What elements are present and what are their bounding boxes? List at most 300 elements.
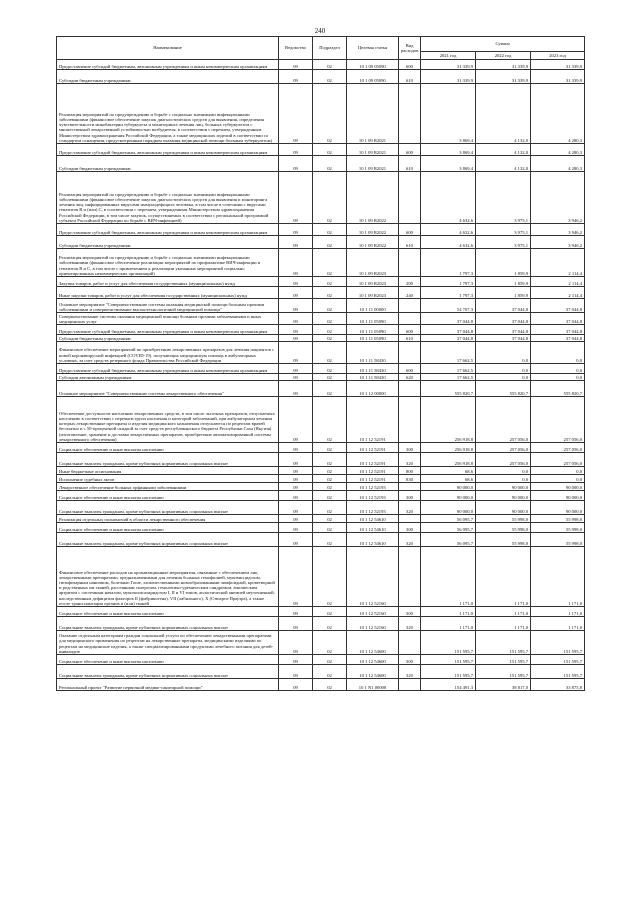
row-ministry: 09 [279,299,313,313]
row-sum-2022: 257 056,0 [476,397,531,443]
row-ministry: 09 [279,277,313,287]
row-ministry: 09 [279,374,313,381]
row-target-article: 10 1 11 00000 [347,299,399,313]
table-row [57,533,585,547]
row-sum-2021: 56 095,7 [421,533,476,547]
row-target-article: 10 1 09 R2023 [347,277,399,287]
row-sum-2023: 90 000,0 [531,491,585,501]
row-sum-2023: 55 998,0 [531,533,585,547]
row-ministry: 09 [279,679,313,691]
row-target-article: 10 1 11 05090 [347,335,399,342]
row-expense-type [399,381,421,397]
row-sum-2022: 90 000,0 [476,491,531,501]
row-sum-2023: 257 056,0 [531,397,585,443]
row-sum-2022: 151 595,7 [476,631,531,655]
row-sum-2022: 55 998,0 [476,515,531,523]
row-subsection: 02 [313,483,347,491]
row-ministry: 09 [279,665,313,679]
budget-table [56,36,585,691]
row-expense-type: 240 [399,287,421,299]
row-name: Субсидии бюджетным учреждениям [57,236,279,249]
table-row [57,172,585,224]
row-expense-type: 200 [399,277,421,287]
table-row [57,617,585,631]
row-expense-type: 600 [399,224,421,236]
row-sum-2021: 1 171,0 [421,547,476,607]
row-name: Финансовое обеспечение расходов на организационные мероприятия, связанные с обеспечением лиц лекарственными препаратами, предназначенными для лечения больных гемофилией, муковисцидозом, гипофизарным нанизмом, болезнью Гоше, злокачественными новообразованиями лимфоидной, кроветворной и родственных им тканей, рассеянным склерозом, гемолитико-уремическим синдромом, юношеским артритом с системным началом, мукополисахаридозом I, II и VI типов, апластической анемией неуточненной, наследственным дефицитом факторов II (фибриногена), VII (лабильного), X (Стюарта-Прауэра), а также после трансплантации органов и (или) тканей [57,547,279,607]
table-row [57,475,585,483]
row-expense-type [399,483,421,491]
row-sum-2022: 0,0 [476,374,531,381]
row-target-article: 10 1 12 52193 [347,501,399,515]
row-expense-type: 320 [399,533,421,547]
row-sum-2021: 4 632,6 [421,224,476,236]
row-sum-2023: 0,0 [531,374,585,381]
row-sum-2021: 256 918,8 [421,397,476,443]
row-name: Субсидии бюджетным учреждениям [57,335,279,342]
row-sum-2023: 1 171,0 [531,607,585,617]
row-target-article: 10 1 12 52160 [347,617,399,631]
row-name: Иные закупки товаров, работ и услуг для обеспечения государственных (муниципальных) нужд [57,287,279,299]
row-name: Реализация мероприятий по предупреждению и борьбе с социально значимыми инфекционными заболеваниями (финансовое обеспечение реализации мероприятий по профилактике ВИЧ-инфекции и гепатитов В и С, в том числе с привлечением к реализации указанных мероприятий социально ориентированных некоммерческих организаций) [57,249,279,277]
row-sum-2023: 151 595,7 [531,655,585,665]
row-sum-2022: 90 000,0 [476,501,531,515]
row-subsection: 02 [313,156,347,172]
row-subsection: 02 [313,60,347,70]
row-sum-2022: 257 056,0 [476,453,531,467]
row-subsection: 02 [313,665,347,679]
row-name: Реализация мероприятий по предупреждению и борьбе с социально значимыми инфекционными заболеваниями (финансовое обеспечение закупок диагностических средств для выявления, определения чувствительности микобактерии туберкулеза и мониторинга лечения лиц, больных туберкулезом с множественной лекарственной устойчивостью возбудителя, в соответствии с перечнем, утвержденным Министерством здравоохранения Российской Федерации, а также медицинских изделий в соответствии со стандартом оснащения, предусмотренным порядком оказания медицинской помощи больным туберкулезом) [57,84,279,144]
header-name: Наименование [57,37,279,60]
row-sum-2021: 151 595,7 [421,655,476,665]
row-name: Предоставление субсидий бюджетным, автономным учреждениям и иным некоммерческим организациям [57,144,279,156]
row-target-article: 10 1 09 R2023 [347,249,399,277]
row-target-article: 10 1 09 R2022 [347,224,399,236]
row-sum-2022: 31 339,9 [476,60,531,70]
row-name: Социальные выплаты гражданам, кроме публичных нормативных социальных выплат [57,453,279,467]
row-subsection: 02 [313,547,347,607]
row-subsection: 02 [313,299,347,313]
row-subsection: 02 [313,325,347,335]
row-target-article: 10 1 11 58430 [347,342,399,364]
row-sum-2021: 555 820,7 [421,381,476,397]
row-sum-2022: 257 056,0 [476,443,531,453]
row-subsection: 02 [313,364,347,374]
table-row [57,144,585,156]
table-row [57,60,585,70]
row-subsection: 02 [313,144,347,156]
row-sum-2021: 3 869,4 [421,84,476,144]
table-row [57,397,585,443]
row-expense-type: 300 [399,443,421,453]
row-subsection: 02 [313,224,347,236]
table-row [57,467,585,475]
row-subsection: 02 [313,249,347,277]
row-ministry: 09 [279,84,313,144]
row-ministry: 09 [279,631,313,655]
row-subsection: 02 [313,381,347,397]
row-sum-2021: 154 491,3 [421,679,476,691]
row-expense-type [399,299,421,313]
row-subsection: 02 [313,342,347,364]
row-ministry: 09 [279,60,313,70]
row-name: Финансовое обеспечение мероприятий по приобретению лекарственных препаратов для лечения пациентов с новой коронавирусной инфекцией (COVID-19), получающих медицинскую помощь в амбулаторных условиях, за счет средств резервного фонда Правительства Российской Федерации [57,342,279,364]
row-sum-2021: 56 095,7 [421,523,476,533]
row-name: Социальное обеспечение и иные выплаты населению [57,491,279,501]
row-name: Предоставление субсидий бюджетным, автономным учреждениям и иным некоммерческим организациям [57,60,279,70]
row-sum-2023: 37 044,8 [531,335,585,342]
row-sum-2023: 90 000,0 [531,483,585,491]
row-sum-2023: 0,0 [531,364,585,374]
row-sum-2021: 1 171,0 [421,617,476,631]
row-sum-2021: 1 171,0 [421,607,476,617]
row-ministry: 09 [279,467,313,475]
table-row [57,224,585,236]
row-name: Социальное обеспечение и иные выплаты населению [57,523,279,533]
row-target-article: 10 1 12 54600 [347,631,399,655]
row-target-article: 10 1 12 52160 [347,607,399,617]
table-body [57,60,585,691]
row-ministry: 09 [279,523,313,533]
table-row [57,342,585,364]
row-subsection: 02 [313,679,347,691]
table-row [57,277,585,287]
row-expense-type: 600 [399,144,421,156]
row-target-article: 10 1 09 R2021 [347,156,399,172]
page-number: 240 [314,27,326,35]
row-subsection: 02 [313,287,347,299]
row-sum-2021: 17 662,5 [421,374,476,381]
row-ministry: 09 [279,515,313,523]
row-ministry: 09 [279,70,313,84]
row-sum-2022: 1 171,0 [476,607,531,617]
table-row [57,84,585,144]
row-target-article: 10 1 12 52191 [347,467,399,475]
row-expense-type [399,172,421,224]
row-expense-type [399,342,421,364]
row-expense-type [399,249,421,277]
row-name: Социальные выплаты гражданам, кроме публичных нормативных социальных выплат [57,665,279,679]
row-sum-2021: 1 797,3 [421,249,476,277]
row-subsection: 02 [313,501,347,515]
row-sum-2022: 1 859,9 [476,287,531,299]
row-name: Реализация отдельных полномочий в области лекарственного обеспечения [57,515,279,523]
row-sum-2022: 0,0 [476,342,531,364]
row-ministry: 09 [279,475,313,483]
row-target-article: 10 1 12 52191 [347,475,399,483]
row-expense-type: 600 [399,60,421,70]
row-name: Основное мероприятие "Совершенствование системы лекарственного обеспечения" [57,381,279,397]
row-target-article: 10 1 11 58430 [347,374,399,381]
row-sum-2021: 31 339,9 [421,70,476,84]
row-ministry: 09 [279,617,313,631]
table-row [57,364,585,374]
row-sum-2023: 0,0 [531,342,585,364]
row-sum-2022: 37 044,8 [476,335,531,342]
table-row [57,501,585,515]
row-expense-type: 830 [399,475,421,483]
row-subsection: 02 [313,397,347,443]
row-target-article: 10 1 11 58430 [347,364,399,374]
table-row [57,483,585,491]
row-subsection: 02 [313,617,347,631]
row-target-article: 10 1 12 52160 [347,547,399,607]
row-sum-2022: 1 859,9 [476,249,531,277]
row-ministry: 09 [279,172,313,224]
row-target-article: 10 1 12 52193 [347,483,399,491]
table-row [57,325,585,335]
table-row [57,299,585,313]
row-sum-2023: 4 280,3 [531,84,585,144]
row-expense-type: 610 [399,156,421,172]
row-name: Реализация мероприятий по предупреждению и борьбе с социально значимыми инфекционными заболеваниями (финансовое обеспечение закупок диагностических средств для выявления и мониторинга лечения лиц, инфицированных вирусами иммунодефицита человека, в том числе в сочетании с вирусами гепатитов В и (или) С, в соответствии с перечнем, утвержденным Министерством здравоохранения Российской Федерации, в том числе закупок, осуществляемых в соответствии с региональной программой субъекта Российской Федерации по борьбе с ВИЧ-инфекцией) [57,172,279,224]
row-sum-2021: 17 662,5 [421,364,476,374]
row-sum-2023: 2 114,4 [531,277,585,287]
table-row [57,443,585,453]
table-row [57,287,585,299]
row-ministry: 09 [279,381,313,397]
row-subsection: 02 [313,523,347,533]
table-row [57,547,585,607]
row-target-article: 10 1 N1 00000 [347,679,399,691]
row-sum-2023: 55 998,0 [531,523,585,533]
row-expense-type [399,397,421,443]
row-sum-2023: 3 946,2 [531,236,585,249]
row-target-article: 10 1 09 R2021 [347,84,399,144]
row-sum-2021: 90 000,0 [421,491,476,501]
row-sum-2021: 37 044,8 [421,335,476,342]
row-sum-2023: 2 114,4 [531,249,585,277]
row-sum-2021: 54 707,3 [421,299,476,313]
row-name: Предоставление субсидий бюджетным, автономным учреждениям и иным некоммерческим организациям [57,325,279,335]
row-ministry: 09 [279,325,313,335]
row-ministry: 09 [279,533,313,547]
row-sum-2021: 256 918,8 [421,443,476,453]
row-subsection: 02 [313,443,347,453]
row-sum-2022: 0,0 [476,467,531,475]
row-target-article: 10 1 11 05090 [347,313,399,325]
table-row [57,236,585,249]
row-subsection: 02 [313,374,347,381]
table-row [57,491,585,501]
row-sum-2023: 31 339,9 [531,60,585,70]
row-expense-type: 320 [399,665,421,679]
row-sum-2022: 3 975,1 [476,224,531,236]
row-sum-2023: 4 280,3 [531,156,585,172]
row-sum-2023: 151 595,7 [531,631,585,655]
row-sum-2021: 3 869,4 [421,144,476,156]
row-name: Оказание отдельным категориям граждан социальной услуги по обеспечению лекарственными препаратами для медицинского применения по рецептам на лекарственные препараты, медицинскими изделиями по рецептам на медицинские изделия, а также специализированными продуктами лечебного питания для детей-инвалидов [57,631,279,655]
row-expense-type: 300 [399,523,421,533]
row-sum-2022: 3 975,1 [476,172,531,224]
row-subsection: 02 [313,655,347,665]
row-sum-2023: 55 998,0 [531,515,585,523]
row-ministry: 09 [279,156,313,172]
row-sum-2021: 151 595,7 [421,665,476,679]
table-row [57,70,585,84]
row-ministry: 09 [279,607,313,617]
header-year-2021: 2021 год [421,52,476,60]
row-ministry: 09 [279,655,313,665]
row-expense-type [399,313,421,325]
row-target-article: 10 1 12 00000 [347,381,399,397]
row-sum-2022: 4 132,0 [476,156,531,172]
row-sum-2023: 555 820,7 [531,381,585,397]
row-expense-type [399,547,421,607]
row-sum-2021: 17 662,5 [421,342,476,364]
row-sum-2022: 555 820,7 [476,381,531,397]
row-subsection: 02 [313,515,347,523]
row-subsection: 02 [313,631,347,655]
row-target-article: 10 1 09 R2022 [347,236,399,249]
row-name: Совершенствование системы оказания медицинской помощи больным прочими заболеваниями и иных медицинских услуг [57,313,279,325]
row-sum-2021: 3 869,4 [421,156,476,172]
table-row [57,453,585,467]
row-name: Субсидии бюджетным учреждениям [57,70,279,84]
row-subsection: 02 [313,172,347,224]
row-target-article: 10 1 12 54610 [347,523,399,533]
row-subsection: 02 [313,84,347,144]
row-subsection: 02 [313,236,347,249]
row-sum-2021: 37 044,8 [421,313,476,325]
row-expense-type: 300 [399,655,421,665]
row-ministry: 09 [279,397,313,443]
row-target-article: 10 1 12 54610 [347,515,399,523]
row-sum-2021: 56 095,7 [421,515,476,523]
row-sum-2021: 4 632,6 [421,172,476,224]
row-sum-2022: 3 975,1 [476,236,531,249]
row-sum-2022: 90 000,0 [476,483,531,491]
row-expense-type: 610 [399,335,421,342]
row-subsection: 02 [313,70,347,84]
row-expense-type [399,631,421,655]
row-target-article: 10 1 09 05090 [347,70,399,84]
table-row [57,665,585,679]
row-sum-2022: 37 044,8 [476,325,531,335]
row-sum-2023: 257 056,0 [531,443,585,453]
row-target-article: 10 1 09 05090 [347,60,399,70]
row-target-article: 10 1 12 52191 [347,443,399,453]
row-subsection: 02 [313,607,347,617]
row-sum-2021: 68,6 [421,475,476,483]
row-sum-2023: 257 056,0 [531,453,585,467]
row-sum-2021: 90 000,0 [421,501,476,515]
row-sum-2023: 31 339,9 [531,70,585,84]
row-expense-type: 600 [399,325,421,335]
row-name: Субсидии бюджетным учреждениям [57,156,279,172]
row-target-article: 10 1 09 R2022 [347,172,399,224]
row-subsection: 02 [313,335,347,342]
row-sum-2022: 37 044,8 [476,313,531,325]
row-sum-2023: 0,0 [531,467,585,475]
row-sum-2023: 33 875,8 [531,679,585,691]
row-expense-type: 610 [399,70,421,84]
row-name: Основное мероприятие "Совершенствование системы оказания медицинской помощи больным прочими заболеваниями и совершенствование высокотехнологичной медицинской помощи" [57,299,279,313]
row-ministry: 09 [279,364,313,374]
row-name: Предоставление субсидий бюджетным, автономным учреждениям и иным некоммерческим организациям [57,224,279,236]
row-subsection: 02 [313,313,347,325]
header-subsection: Подраздел [313,37,347,60]
row-sum-2023: 3 946,2 [531,224,585,236]
table-row [57,313,585,325]
row-name: Обеспечение доступности населению лекарственных средств, в том числе льготных препаратов, отпускаемых населению в соответствии с перечнем групп населения и категорий заболеваний, при амбулаторном лечении которых лекарственные препараты и изделия медицинского назначения отпускаются по рецептам врачей бесплатно и с 50-процентной скидкой за счет средств республиканского бюджета Республики Саха (Якутия) (изготовление, хранение и доставка лекарственных препаратов, приобретение автоматизированной системы лекарственного обеспечения) [57,397,279,443]
row-expense-type: 320 [399,617,421,631]
row-sum-2021: 37 044,8 [421,325,476,335]
row-name: Лекарственное обеспечение больных орфанными заболеваниями [57,483,279,491]
row-sum-2022: 55 998,0 [476,523,531,533]
row-expense-type: 320 [399,453,421,467]
row-name: Исполнение судебных актов [57,475,279,483]
row-sum-2021: 1 797,3 [421,277,476,287]
row-sum-2022: 151 595,7 [476,655,531,665]
row-target-article: 10 1 12 52193 [347,491,399,501]
row-expense-type [399,84,421,144]
row-subsection: 02 [313,491,347,501]
row-sum-2022: 151 595,7 [476,665,531,679]
row-sum-2023: 1 171,0 [531,617,585,631]
row-name: Предоставление субсидий бюджетным, автономным учреждениям и иным некоммерческим организациям [57,364,279,374]
row-target-article: 10 1 12 52191 [347,453,399,467]
row-sum-2021: 90 000,0 [421,483,476,491]
table-header [57,37,585,60]
header-sums: Суммы [421,37,585,52]
row-sum-2023: 0,0 [531,475,585,483]
row-target-article: 10 1 12 54610 [347,533,399,547]
table-row [57,655,585,665]
row-expense-type: 600 [399,364,421,374]
row-ministry: 09 [279,342,313,364]
row-sum-2022: 55 998,0 [476,533,531,547]
row-subsection: 02 [313,467,347,475]
header-year-2022: 2022 год [476,52,531,60]
row-sum-2023: 3 946,2 [531,172,585,224]
row-expense-type: 610 [399,236,421,249]
header-ministry: Ведомство [279,37,313,60]
row-name: Социальные выплаты гражданам, кроме публичных нормативных социальных выплат [57,617,279,631]
row-expense-type [399,515,421,523]
row-name: Региональный проект "Развитие первичной медико-санитарной помощи" [57,679,279,691]
row-sum-2021: 151 595,7 [421,631,476,655]
row-expense-type: 320 [399,501,421,515]
row-ministry: 09 [279,224,313,236]
row-sum-2022: 38 817,0 [476,679,531,691]
row-ministry: 09 [279,313,313,325]
table-row [57,679,585,691]
row-ministry: 09 [279,443,313,453]
row-sum-2022: 0,0 [476,364,531,374]
row-sum-2023: 37 044,8 [531,313,585,325]
row-sum-2022: 1 171,0 [476,617,531,631]
table-row [57,631,585,655]
row-sum-2021: 1 797,3 [421,287,476,299]
row-expense-type [399,679,421,691]
row-sum-2021: 256 918,8 [421,453,476,467]
row-ministry: 09 [279,547,313,607]
row-sum-2023: 2 114,4 [531,287,585,299]
table-row [57,607,585,617]
row-ministry: 09 [279,249,313,277]
row-name: Закупка товаров, работ и услуг для обеспечения государственных (муниципальных) нужд [57,277,279,287]
row-name: Субсидии автономным учреждениям [57,374,279,381]
table-row [57,249,585,277]
row-expense-type: 300 [399,491,421,501]
row-sum-2021: 68,6 [421,467,476,475]
row-sum-2022: 0,0 [476,475,531,483]
table-row [57,381,585,397]
row-sum-2022: 1 859,9 [476,277,531,287]
row-ministry: 09 [279,501,313,515]
row-ministry: 09 [279,335,313,342]
